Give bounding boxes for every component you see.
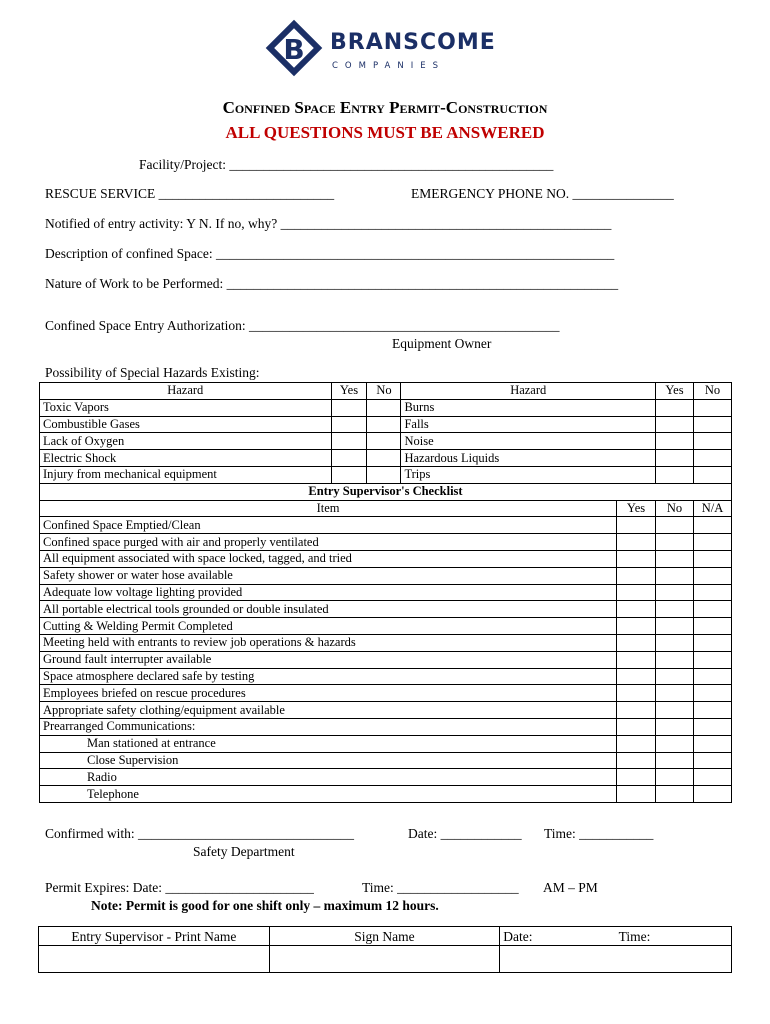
hazard-name: Hazardous Liquids <box>401 450 656 467</box>
emergency-phone-field[interactable]: EMERGENCY PHONE NO. _______________ <box>411 186 674 201</box>
no-col-header: No <box>367 383 401 400</box>
no-box[interactable] <box>693 416 731 433</box>
checklist-row <box>40 534 732 551</box>
no-box[interactable] <box>656 769 694 786</box>
hazard-row <box>40 450 732 467</box>
yes-box[interactable] <box>617 685 656 702</box>
hazard-name: Noise <box>401 433 656 450</box>
hazard-col-header: Hazard <box>40 383 332 400</box>
nature-of-work-field[interactable]: Nature of Work to be Performed: __________________________________________________________ <box>45 276 619 291</box>
hazard-col-header: Hazard <box>401 383 656 400</box>
checklist-row <box>40 517 732 534</box>
na-box[interactable] <box>693 550 731 567</box>
checklist-item: Cutting & Welding Permit Completed <box>40 618 617 635</box>
yes-box[interactable] <box>617 718 656 735</box>
checklist-item: Prearranged Communications: <box>40 718 617 735</box>
checklist-row <box>40 718 732 735</box>
no-box[interactable] <box>656 702 694 719</box>
yes-box[interactable] <box>617 584 656 601</box>
logo-mark-icon <box>262 16 326 80</box>
no-col-header: No <box>693 383 731 400</box>
confirm-date-field[interactable]: Date: ____________ <box>408 826 522 841</box>
yes-box[interactable] <box>617 601 656 618</box>
na-box[interactable] <box>693 735 731 752</box>
company-logo <box>262 16 496 86</box>
checklist-item: Meeting held with entrants to review job operations & hazards <box>40 634 617 651</box>
na-box[interactable] <box>693 534 731 551</box>
permit-note: Note: Permit is good for one shift only – maximum 12 hours. <box>91 898 439 913</box>
safety-dept-label: Safety Department <box>193 844 295 859</box>
checklist-row <box>40 735 732 752</box>
description-field[interactable]: Description of confined Space: ___________________________________________________________ <box>45 246 615 261</box>
page-subtitle: ALL QUESTIONS MUST BE ANSWERED <box>225 123 545 142</box>
no-box[interactable] <box>656 668 694 685</box>
no-box[interactable] <box>693 466 731 483</box>
checklist-row <box>40 567 732 584</box>
no-box[interactable] <box>367 416 401 433</box>
no-box[interactable] <box>693 399 731 416</box>
hazard-name: Combustible Gases <box>40 416 332 433</box>
print-name-header: Entry Supervisor - Print Name <box>39 927 270 946</box>
hazard-row <box>40 466 732 483</box>
na-box[interactable] <box>693 618 731 635</box>
yes-col-header: Yes <box>656 383 694 400</box>
checklist-subitem: Telephone <box>40 786 617 803</box>
no-box[interactable] <box>656 601 694 618</box>
yes-box[interactable] <box>617 668 656 685</box>
logo-letter: B <box>283 33 305 66</box>
no-box[interactable] <box>693 433 731 450</box>
no-box[interactable] <box>656 752 694 769</box>
signature-table <box>38 926 732 973</box>
no-box[interactable] <box>693 450 731 467</box>
yes-box[interactable] <box>617 567 656 584</box>
checklist-row <box>40 769 732 786</box>
hazard-row <box>40 433 732 450</box>
yes-box[interactable] <box>331 416 367 433</box>
no-box[interactable] <box>656 550 694 567</box>
checklist-item: All portable electrical tools grounded or double insulated <box>40 601 617 618</box>
no-box[interactable] <box>656 786 694 803</box>
yes-box[interactable] <box>656 450 694 467</box>
signature-entry-row <box>39 946 732 973</box>
na-box[interactable] <box>693 685 731 702</box>
yes-box[interactable] <box>617 735 656 752</box>
na-box[interactable] <box>693 517 731 534</box>
checklist-item: All equipment associated with space locked, tagged, and tried <box>40 550 617 567</box>
no-box[interactable] <box>367 466 401 483</box>
date-time-cell[interactable] <box>500 946 732 973</box>
rescue-service-field[interactable]: RESCUE SERVICE __________________________ <box>45 186 335 201</box>
checklist-row <box>40 601 732 618</box>
na-box[interactable] <box>693 786 731 803</box>
hazard-name: Electric Shock <box>40 450 332 467</box>
notified-field[interactable]: Notified of entry activity: Y N. If no, why? _________________________________________________ <box>45 216 612 231</box>
no-box[interactable] <box>656 634 694 651</box>
no-box[interactable] <box>656 567 694 584</box>
no-box[interactable] <box>656 718 694 735</box>
yes-box[interactable] <box>617 651 656 668</box>
no-box[interactable] <box>656 517 694 534</box>
page-title: Confined Space Entry Permit-Construction <box>222 98 548 117</box>
signature-header-row <box>39 927 732 946</box>
checklist-subitem: Radio <box>40 769 617 786</box>
sign-name-header: Sign Name <box>269 927 500 946</box>
checklist-item: Employees briefed on rescue procedures <box>40 685 617 702</box>
hazard-name: Trips <box>401 466 656 483</box>
na-box[interactable] <box>693 634 731 651</box>
no-box[interactable] <box>367 433 401 450</box>
yes-box[interactable] <box>617 702 656 719</box>
no-box[interactable] <box>656 584 694 601</box>
no-col-header: No <box>656 500 694 517</box>
checklist-item: Adequate low voltage lighting provided <box>40 584 617 601</box>
yes-box[interactable] <box>331 433 367 450</box>
logo-sub: COMPANIES <box>332 61 445 71</box>
yes-box[interactable] <box>656 399 694 416</box>
yes-box[interactable] <box>617 786 656 803</box>
na-box[interactable] <box>693 567 731 584</box>
time-header: Time: <box>616 927 732 946</box>
no-box[interactable] <box>656 534 694 551</box>
checklist-item: Confined space purged with air and properly ventilated <box>40 534 617 551</box>
checklist-row <box>40 634 732 651</box>
checklist-item: Confined Space Emptied/Clean <box>40 517 617 534</box>
no-box[interactable] <box>656 651 694 668</box>
yes-box[interactable] <box>617 752 656 769</box>
hazard-row <box>40 416 732 433</box>
checklist-row <box>40 752 732 769</box>
na-box[interactable] <box>693 769 731 786</box>
hazard-name: Lack of Oxygen <box>40 433 332 450</box>
checklist-item: Space atmosphere declared safe by testing <box>40 668 617 685</box>
checklist-subitem: Man stationed at entrance <box>40 735 617 752</box>
yes-box[interactable] <box>617 769 656 786</box>
date-header: Date: <box>500 927 616 946</box>
checklist-row <box>40 550 732 567</box>
authorization-field[interactable]: Confined Space Entry Authorization: ______________________________________________ <box>45 318 560 333</box>
hazard-name: Injury from mechanical equipment <box>40 466 332 483</box>
na-box[interactable] <box>693 702 731 719</box>
checklist-item: Ground fault interrupter available <box>40 651 617 668</box>
no-box[interactable] <box>656 735 694 752</box>
yes-box[interactable] <box>617 517 656 534</box>
checklist-row <box>40 651 732 668</box>
facility-field[interactable]: Facility/Project: ________________________________________________ <box>139 157 554 172</box>
na-box[interactable] <box>693 668 731 685</box>
checklist-row <box>40 685 732 702</box>
yes-box[interactable] <box>617 550 656 567</box>
yes-box[interactable] <box>656 416 694 433</box>
yes-box[interactable] <box>617 534 656 551</box>
confirmed-with-field[interactable]: Confirmed with: ________________________________ <box>45 826 354 841</box>
yes-box[interactable] <box>331 450 367 467</box>
logo-name: BRANSCOME <box>330 30 496 55</box>
checklist-row <box>40 584 732 601</box>
hazard-name: Falls <box>401 416 656 433</box>
hazard-row <box>40 399 732 416</box>
equipment-owner-label: Equipment Owner <box>392 336 492 351</box>
no-box[interactable] <box>367 450 401 467</box>
sign-name-cell[interactable] <box>269 946 500 973</box>
am-pm-label: AM – PM <box>543 880 598 895</box>
confirm-time-field[interactable]: Time: ___________ <box>544 826 654 841</box>
yes-box[interactable] <box>656 466 694 483</box>
na-box[interactable] <box>693 601 731 618</box>
na-box[interactable] <box>693 718 731 735</box>
checklist-heading: Entry Supervisor's Checklist <box>40 483 732 500</box>
hazard-header-row <box>40 383 732 400</box>
checklist-heading-row <box>40 483 732 500</box>
na-col-header: N/A <box>693 500 731 517</box>
checklist-item: Safety shower or water hose available <box>40 567 617 584</box>
print-name-cell[interactable] <box>39 946 270 973</box>
na-box[interactable] <box>693 752 731 769</box>
checklist-row <box>40 668 732 685</box>
yes-col-header: Yes <box>331 383 367 400</box>
no-box[interactable] <box>367 399 401 416</box>
na-box[interactable] <box>693 651 731 668</box>
checklist-row <box>40 618 732 635</box>
yes-col-header: Yes <box>617 500 656 517</box>
hazard-name: Burns <box>401 399 656 416</box>
permit-expires-field[interactable]: Permit Expires: Date: ______________________ <box>45 880 314 895</box>
checklist-row <box>40 702 732 719</box>
yes-box[interactable] <box>331 399 367 416</box>
expires-time-field[interactable]: Time: __________________ <box>362 880 519 895</box>
yes-box[interactable] <box>617 634 656 651</box>
hazards-heading: Possibility of Special Hazards Existing: <box>45 365 260 380</box>
no-box[interactable] <box>656 618 694 635</box>
yes-box[interactable] <box>617 618 656 635</box>
hazard-name: Toxic Vapors <box>40 399 332 416</box>
na-box[interactable] <box>693 584 731 601</box>
checklist-subitem: Close Supervision <box>40 752 617 769</box>
yes-box[interactable] <box>656 433 694 450</box>
no-box[interactable] <box>656 685 694 702</box>
checklist-row <box>40 786 732 803</box>
hazard-checklist-table <box>39 382 732 803</box>
yes-box[interactable] <box>331 466 367 483</box>
item-col-header: Item <box>40 500 617 517</box>
checklist-item: Appropriate safety clothing/equipment available <box>40 702 617 719</box>
checklist-header-row <box>40 500 732 517</box>
